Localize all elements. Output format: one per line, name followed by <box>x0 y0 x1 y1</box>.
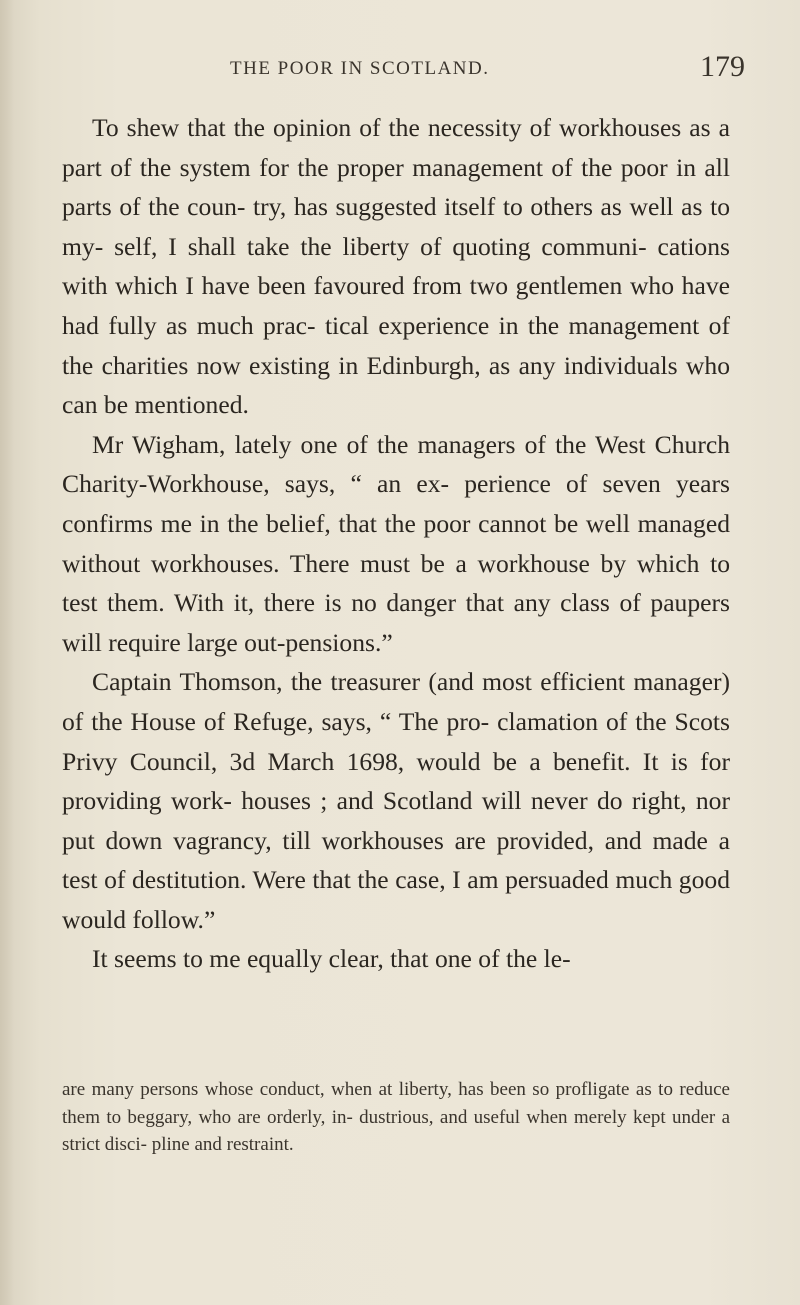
running-head: THE POOR IN SCOTLAND. <box>230 58 490 79</box>
paragraph-necessity-of-workhouses: To shew that the opinion of the necessity of workhouses as a part of the system for the proper management of the poor in all parts of the coun- try, has suggested itself to others as well as to my- self, I shall take the liberty of quoting communi- cations with which I have been favoured from two gentlemen who have had fully as much prac- tical experience in the management of the charities now existing in Edinburgh, as any individuals who can be mentioned. <box>62 113 730 420</box>
page-number: 179 <box>700 50 745 83</box>
body-text <box>62 108 730 979</box>
paragraph-mr-wigham: Mr Wigham, lately one of the managers of the West Church Charity-Workhouse, says, “ an ex- perience of seven years confirms me in the belief, that the poor cannot be well managed without workhouses. There must be a workhouse by which to test them. With it, there is no danger that any class of paupers will require large out-pensions.” <box>62 429 730 657</box>
footnote <box>62 1076 730 1159</box>
page-edge-shadow <box>0 0 14 1305</box>
footnote-text: are many persons whose conduct, when at liberty, has been so profligate as to reduce them to beggary, who are orderly, in- dustrious, and useful when merely kept under a strict disci- pline and restraint. <box>62 1079 730 1156</box>
paragraph-captain-thomson: Captain Thomson, the treasurer (and most efficient manager) of the House of Refuge, says, “ The pro- clamation of the Scots Privy Council, 3d March 1698, would be a benefit. It is for providing work- houses ; and Scotland will never do right, nor put down vagrancy, till workhouses are provided, and made a test of destitution. Were that the case, I am persuaded much good would follow.” <box>62 667 730 934</box>
paragraph-continuation: It seems to me equally clear, that one of the le- <box>92 944 571 974</box>
